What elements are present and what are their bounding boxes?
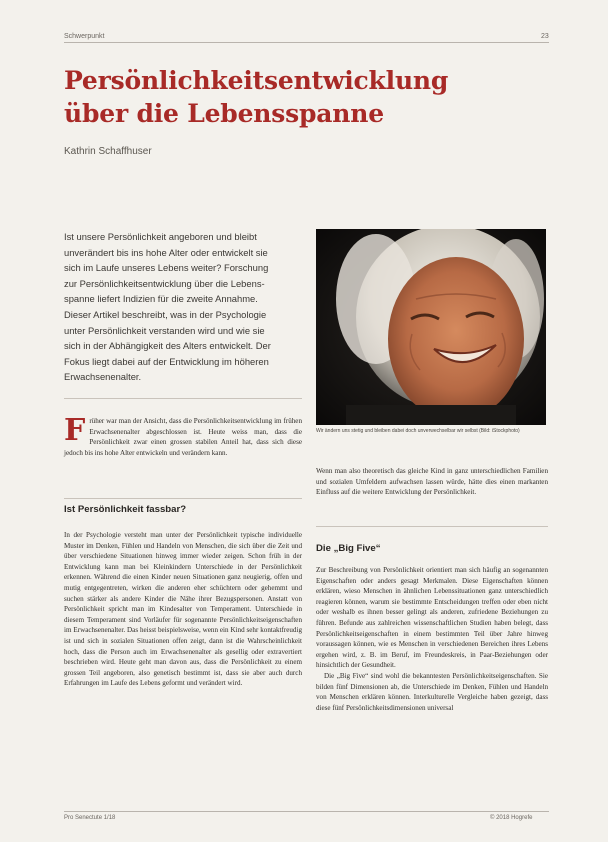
- section-heading: Die „Big Five“: [316, 543, 381, 554]
- photo-caption: Wir ändern uns stetig und bleiben dabei doch unverwechselbar wir selbst (Bild: iStockphoto): [316, 428, 520, 434]
- lead-line: Ist unsere Persönlichkeit angeboren und bleibt: [64, 231, 257, 242]
- lead-line: sich im Laufe unseres Lebens weiter? Forschung: [64, 262, 269, 274]
- portrait-photo: [316, 229, 546, 425]
- footer-right: © 2018 Hogrefe: [490, 815, 533, 821]
- article-title: Persönlichkeitsentwicklung über die Lebensspanne: [64, 66, 449, 128]
- lead-line: Fokus liegt dabei auf der Entwicklung im höheren: [64, 355, 269, 367]
- lead-line: Dieser Artikel beschreibt, was in der Psychologie: [64, 308, 267, 320]
- lead-line: Erwachsenenalter.: [64, 371, 142, 383]
- drop-cap: F: [64, 413, 86, 448]
- footer-rule: [64, 811, 549, 812]
- running-header-section: Schwerpunkt: [64, 33, 105, 40]
- intro-paragraph: [64, 413, 302, 458]
- page-number: 23: [541, 33, 549, 40]
- lead-line: spanne liefert Indizien für die zweite Annahme.: [64, 293, 258, 305]
- section2-body: [316, 565, 548, 713]
- author-name: Kathrin Schaffhuser: [64, 146, 152, 157]
- section1-text: In der Psychologie versteht man unter der Persönlichkeit typische individuelle Muster im Denken, Fühlen und Handeln von Menschen, die sich über die Zeit und über verschiedene Situationen hinweg immer wieder zeigen. Schon früh in der Entwicklung kann man bei Kleinkindern Unterschiede in der Persönlichkeit erkennen. Während die einen Kinder neuen Situationen ganz neugierig, offen und mutig entgegentreten, wirken die anderen eher schüchtern oder gehemmt und suchen stärker als andere Kinder die Nähe ihrer Bezugspersonen. Anstatt von Persönlichkeit spricht man im Kindesalter von Temperament. Unterschiede in diesem Temperament sind Vorläufer für sogenannte Persönlichkeitseigenschaften im Erwachsenenalter. Das heisst beispielsweise, wenn ein Kind sehr kontaktfreudig ist und sich in sozialen Situationen offen zeigt, dann ist die Wahrscheinlichkeit hoch, dass die Person auch im Erwachsenenalter als gesellig oder extravertiert beschrieben wird. Heute geht man davon aus, dass die Persönlichkeit zu einem grossen Teil angeboren, also genetisch bestimmt ist, dass sie aber auch durch Erfahrungen im Laufe des Lebens geformt und verändert wird.: [64, 531, 302, 688]
- intro-text: rüher war man der Ansicht, dass die Persönlichkeitsentwicklung im frühen Erwachsenenalter abgeschlossen ist. Heute weiss man, dass die Persönlichkeit zwar einen grossen stabilen Anteil hat, dass sich diese jedoch bis ins hohe Alter entwickeln und verändern kann.: [64, 417, 302, 457]
- lead-line: unter Persönlichkeit verstanden wird und wie sie: [64, 324, 265, 336]
- elderly-woman-image: [316, 229, 546, 425]
- header-rule: [64, 42, 549, 43]
- lead-line: zur Persönlichkeitsentwicklung über die Lebens-: [64, 277, 265, 289]
- section1-body: [64, 530, 302, 689]
- lead-line: sich in der Abhängigkeit des Alters entwickelt. Der: [64, 340, 271, 352]
- section2-paragraph: Zur Beschreibung von Persönlichkeit orientiert man sich häufig an sogenannten Eigenschaften oder anders gesagt Merkmalen. Diese Eigenschaften können erklären, wieso Menschen in ähnlichen Lebenssituationen ganz unterschiedlich reagieren können, warum sie bestimmte Entscheidungen treffen oder eben nicht oder weshalb es ihnen besser gelingt als anderen, zufriedene Beziehungen zu führen. Befunde aus zahlreichen wissenschaftlichen Studien haben belegt, dass Persönlichkeitseigenschaften in einem bestimmten Teil über Jahre hinweg voraussagen können, wie es Menschen in verschiedenen Bereichen ihres Lebens ergehen wird, z. B. im Beruf, im Freundeskreis, in Paar-Beziehungen oder hinsichtlich der Gesundheit.: [316, 566, 548, 670]
- right-intro-text: Wenn man also theoretisch das gleiche Kind in ganz unterschiedlichen Familien und sozialen Umfeldern aufwachsen lassen würde, hätte dies einen markanten Einfluss auf die weitere Entwicklung der Persönlichkeit.: [316, 467, 548, 497]
- lead-line: unverändert bis ins hohe Alter oder entwickelt sie: [64, 246, 268, 258]
- right-intro: [316, 466, 548, 498]
- section-heading: Ist Persönlichkeit fassbar?: [64, 504, 187, 515]
- section-rule: [64, 498, 302, 499]
- lead-rule: [64, 398, 302, 399]
- section-rule: [316, 526, 548, 527]
- lead-paragraph: [64, 229, 302, 385]
- section2-paragraph: Die „Big Five“ sind wohl die bekanntesten Persönlichkeitseigenschaften. Sie bilden fünf Dimensionen ab, die Unterschiede im Denken, Fühlen und Handeln von Menschen erklären können. Interkulturelle Vergleiche haben gezeigt, dass diese fünf Persönlichkeitsdimensionen universal: [316, 671, 548, 712]
- footer-left: Pro Senectute 1/18: [64, 815, 116, 821]
